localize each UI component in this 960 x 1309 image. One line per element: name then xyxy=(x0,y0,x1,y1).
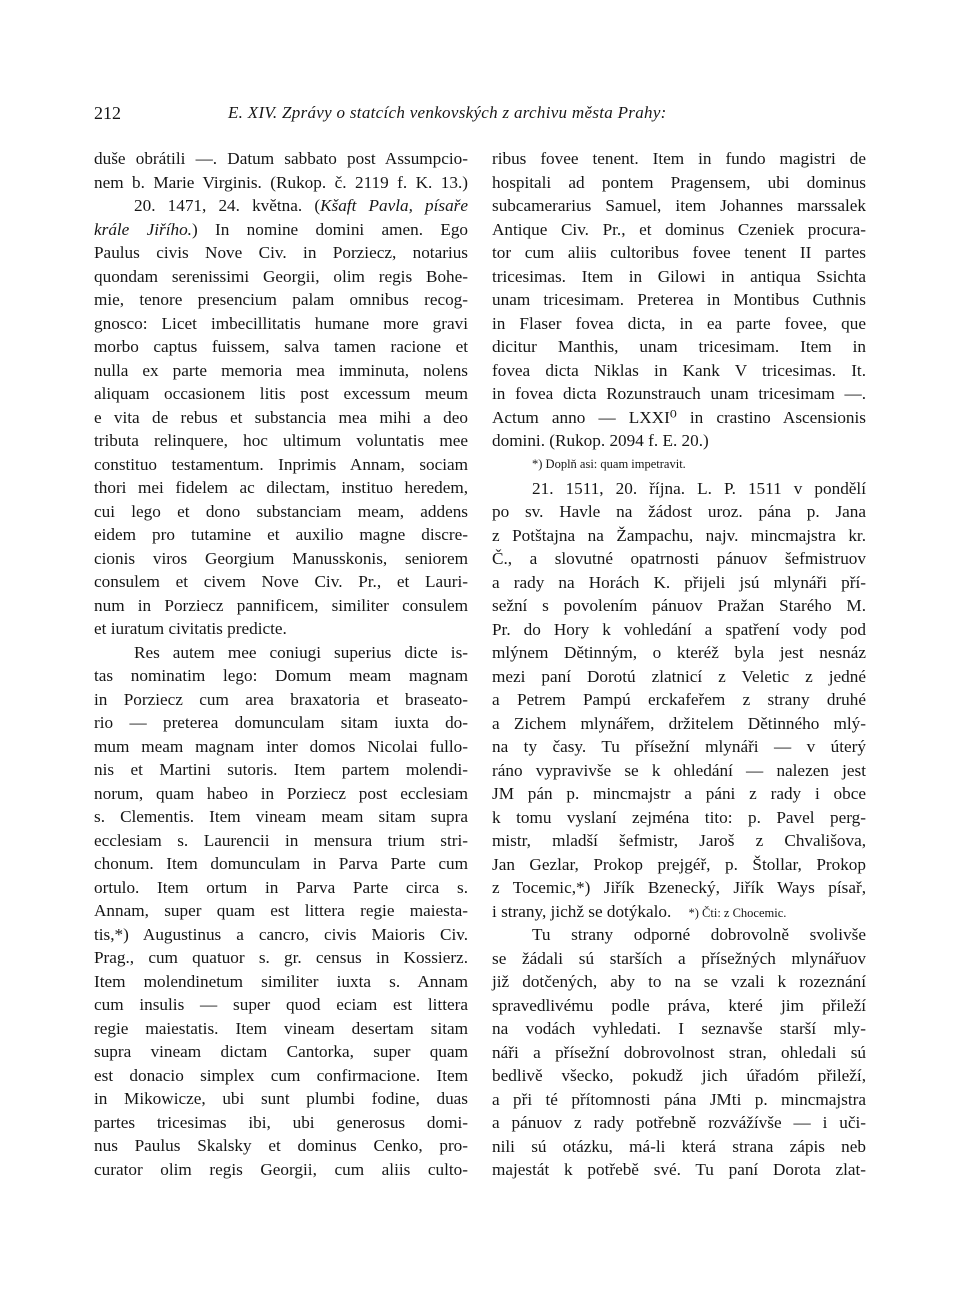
text-line: tor cum aliis cultoribus fovee tenent II partes xyxy=(492,243,866,262)
text-line: majestát k potřebě své. Tu paní Dorota zlat- xyxy=(492,1160,866,1179)
text-line: Prag., cum quatuor s. gr. census in Kossierz. xyxy=(94,948,468,967)
text-line: na vodách vyhledati. I seznavše starší mly- xyxy=(492,1019,866,1038)
text-line: norum, quam habeo in Porziecz post ecclesiam xyxy=(94,783,468,803)
text-line: Č., a slovutné opatrnosti pánuov šefmistruov xyxy=(492,549,866,568)
text-line: subcamerarius Samuel, item Johannes marssalek xyxy=(492,196,866,215)
text-run: ) In nomine domini amen. Ego xyxy=(191,219,469,239)
text-line: náři a přísežní dobrovolnost stran, ohledali sú xyxy=(492,1042,866,1062)
right-column xyxy=(492,147,866,1182)
text-line xyxy=(492,900,866,924)
text-line: e vita de rebus et substancia mea mihi a deo xyxy=(94,407,468,427)
text-line: est donacio simplex cum confirmacione. Item xyxy=(94,1065,468,1085)
text-line: tas nominatim lego: Domum meam magnam xyxy=(94,666,468,685)
text-line: morbo captus fuissem, salva tamen racione et xyxy=(94,337,468,356)
text-line: již dotčených, aby to na se vzali k rozeznání xyxy=(492,972,866,991)
footnote: *) Doplň asi: quam impetravit. xyxy=(532,456,686,471)
text-line: duše obrátili —. Datum sabbato post Assumpcio- xyxy=(94,149,468,168)
text-line: z Tocemic,*) Jiřík Bzenecký, Jiřík Ways písař, xyxy=(492,878,866,897)
text-line: supra vineam dictam Cantorka, super quam xyxy=(94,1042,468,1061)
text-line: s. Clementis. Item vineam meam sitam supra xyxy=(94,807,468,826)
entry-heading: 20. 1471, 24. května. ( xyxy=(134,196,321,215)
text-line: a rady na Horách K. přijeli jsú mlynáři pří- xyxy=(492,572,866,592)
text-line: mlýnem Dětinným, o kteréž byla jest nesnáz xyxy=(492,643,866,662)
text-line: a Petrem Pampú erckafeřem z strany druhé xyxy=(492,690,866,709)
text-line: mum meam magnam inter domos Nicolai fullo- xyxy=(94,736,468,756)
text-line: in Porziecz cum area braxatoria et braseato- xyxy=(94,689,468,709)
text-line: consulem et civem Nove Civ. Pr., et Lauri- xyxy=(94,572,468,591)
text-line: mie, tenore presencium palam omnibus recog- xyxy=(94,290,468,309)
text-run: i strany, jichž se dotýkalo. xyxy=(492,901,672,921)
text-line: et iuratum civitatis predicte. xyxy=(94,619,287,638)
text-line: Item molendinetum similiter iuxta s. Annam xyxy=(94,971,468,991)
text-line: Antique Civ. Pr., et dominus Czeniek procura- xyxy=(492,219,866,239)
text-line: nili sú otázku, má-li která strana zápis neb xyxy=(492,1136,866,1156)
text-line: cionis viros Georgium Manusskonis, seniorem xyxy=(94,548,468,568)
text-line: curator olim regis Georgii, cum aliis culto- xyxy=(94,1159,468,1179)
footnote: *) Čti: z Chocemic. xyxy=(688,905,787,920)
text-line: regie maiestatis. Item vineam desertam sitam xyxy=(94,1018,468,1038)
text-line: chonum. Item domunculam in Parva Parte cum xyxy=(94,854,468,873)
text-line: na ty časy. Tu přísežní mlynáři — v úterý xyxy=(492,737,866,756)
text-line: in Flaser fovea dicta, in ea parte fovee, que xyxy=(492,313,866,333)
text-line: partes tricesimas ibi, ubi generosus domi- xyxy=(94,1112,468,1132)
text-line: a při té přítomnosti pána JMti p. mincmajstra xyxy=(492,1089,866,1109)
text-line: constituo testamentum. Inprimis Annam, sociam xyxy=(94,454,468,474)
text-line: nulla ex parte memoria mea imminuta, nolens xyxy=(94,360,468,380)
text-line: thori mei fidelem ac dilectam, instituo heredem, xyxy=(94,478,468,497)
text-line: se žádali sú starších a přísežných mlynářuov xyxy=(492,948,866,968)
text-line: tricesimas. Item in Gilowi in antiqua Ssichta xyxy=(492,266,866,286)
text-line: k tomu vyslaní zejména tito: p. Pavel perg- xyxy=(492,807,866,827)
text-line xyxy=(94,218,468,242)
text-line: cui lego et dono substanciam meam, addens xyxy=(94,501,468,521)
text-line: bedlivě všecko, pokudž jich úřadóm přileží, xyxy=(492,1066,866,1085)
text-line: a Zichem mlynářem, držitelem Dětinného mlý- xyxy=(492,713,866,733)
text-line: tributa relinquere, hoc ultimum voluntatis mee xyxy=(94,431,468,450)
text-line: nem b. Marie Virginis. (Rukop. č. 2119 f. K. 13.) xyxy=(94,172,468,192)
running-title: E. XIV. Zprávy o statcích venkovských z archivu města Prahy: xyxy=(228,103,667,122)
text-line: ribus fovee tenent. Item in fundo magistri de xyxy=(492,149,866,168)
left-column xyxy=(94,147,468,1181)
entry-title-italic: Kšaft Pavla, písaře xyxy=(320,196,469,215)
text-line: Pr. do Hory k vohledání a spatření vody pod xyxy=(492,619,866,639)
text-line: Actum anno — LXXI⁰ in crastino Ascensionis xyxy=(492,407,866,427)
text-line xyxy=(94,194,468,218)
text-line: mistr, mladší šefmistr, Jaroš z Chvališova, xyxy=(492,831,866,850)
text-line: Res autem mee coniugi superius dicte is- xyxy=(134,642,468,662)
text-line: nis et Martini sutoris. Item partem molendi- xyxy=(94,760,468,779)
text-line: in Mikowicze, ubi sunt plumbi fodine, duas xyxy=(94,1089,468,1108)
text-line: hospitali ad pontem Pragensem, ubi dominus xyxy=(492,172,866,192)
text-line: mezi paní Dorotú zlatnicí z Veletic z jedné xyxy=(492,666,866,686)
text-line: spravedlivému podle práva, které jim přileží xyxy=(492,995,866,1015)
text-line: tis,*) Augustinus a cancro, civis Maioris Civ. xyxy=(94,924,468,944)
text-line: in fovea dicta Rozunstrauch unam tricesimam —. xyxy=(492,384,866,403)
text-line: Paulus civis Nove Civ. in Porziecz, notarius xyxy=(94,243,468,262)
text-line: Jan Gezlar, Prokop prejgéř, p. Štollar, Prokop xyxy=(492,854,866,874)
text-line: quondam serenissimi Georgii, olim regis Bohe- xyxy=(94,266,468,286)
text-line: sežní s povolením pánuov Pražan Starého M. xyxy=(492,596,866,615)
text-line: gnosco: Licet imbecillitatis humane more gravi xyxy=(94,313,468,333)
text-line: ortulo. Item ortum in Parva Parte circa s. xyxy=(94,877,468,897)
text-line: 21. 1511, 20. října. L. P. 1511 v pondělí xyxy=(532,478,866,498)
text-line: aliquam occasionem litis post excessum meum xyxy=(94,384,468,403)
text-line: ráno vypravivše se k ohledání — nalezen jest xyxy=(492,760,866,780)
page-number: 212 xyxy=(94,103,121,123)
text-line: JM pán p. mincmajstr a páni z rady i obce xyxy=(492,784,866,803)
text-line: po sv. Havle na žádost uroz. pána p. Jana xyxy=(492,502,866,521)
text-line: unam tricesimam. Preterea in Montibus Cuthnis xyxy=(492,290,866,309)
text-line: domini. (Rukop. 2094 f. E. 20.) xyxy=(492,431,709,450)
text-line: eidem pro tutamine et auxilio magne discre- xyxy=(94,525,468,544)
text-line: rio — preterea domunculam sitam iuxta do- xyxy=(94,713,468,732)
text-line: fovea dicta Niklas in Kank V tricesimas. It. xyxy=(492,360,866,380)
text-line: a pánuov z rady potřebně rozvážívše — i uči- xyxy=(492,1113,866,1132)
text-line: num in Porziecz pannificem, similiter consulem xyxy=(94,595,468,615)
entry-title-italic: krále Jiřího. xyxy=(94,219,192,239)
text-line: dicitur Manthis, unam tricesimam. Item in xyxy=(492,337,866,356)
text-line: cum insulis — super quod eciam est littera xyxy=(94,995,468,1014)
text-line: Annam, super quam est littera regie maiesta- xyxy=(94,901,468,920)
text-line: ecclesiam s. Laurencii in mensura trium stri- xyxy=(94,830,468,850)
text-line: Tu strany odporné dobrovolně svolivše xyxy=(532,925,866,944)
page-header xyxy=(94,101,874,125)
text-line: z Potštajna na Žampachu, najv. mincmajstra kr. xyxy=(492,525,866,545)
text-line: nus Paulus Skalsky et dominus Cenko, pro- xyxy=(94,1136,468,1155)
